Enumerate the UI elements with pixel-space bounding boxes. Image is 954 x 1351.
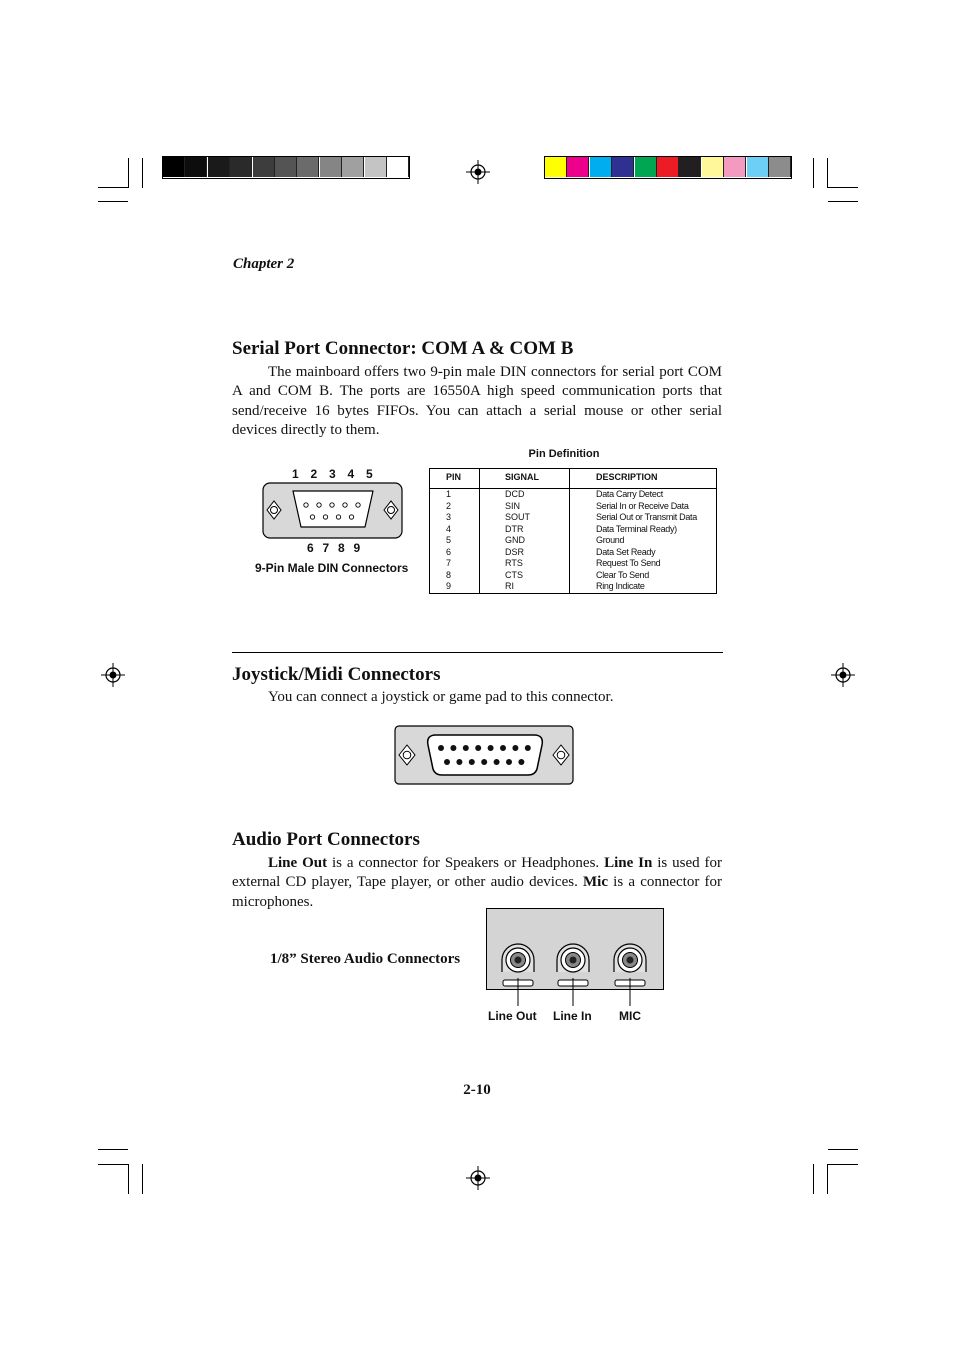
- pin-number: 9: [353, 541, 361, 555]
- color-swatch: [275, 157, 297, 177]
- color-swatch: [387, 157, 409, 177]
- section-divider: [232, 652, 723, 653]
- db9-pin: [304, 503, 308, 507]
- table-cell: Clear To Send: [596, 569, 649, 580]
- mic-term: Mic: [583, 874, 608, 891]
- table-cell: Ring Indicate: [596, 581, 645, 591]
- pin-definition-table: [429, 468, 717, 594]
- table-cell: 2: [446, 500, 452, 511]
- color-swatch: [185, 157, 207, 177]
- description-column: [596, 489, 697, 593]
- table-cell: Serial Out or Transmit Data: [596, 512, 697, 522]
- table-cell: 7: [446, 558, 452, 568]
- db9-pin: [356, 503, 360, 507]
- db15-pin: [475, 745, 481, 751]
- table-cell: Request To Send: [596, 558, 661, 568]
- db15-pin: [438, 745, 444, 751]
- pin-number: 1: [292, 467, 299, 481]
- db15-pin: [450, 745, 456, 751]
- pin-number: 5: [366, 467, 373, 481]
- db9-connector-label: 9-Pin Male DIN Connectors: [255, 561, 409, 575]
- table-cell: 1: [446, 489, 452, 499]
- table-cell: 6: [446, 546, 452, 557]
- table-cell: Serial In or Receive Data: [596, 500, 689, 511]
- table-cell: Data Carry Detect: [596, 489, 663, 499]
- joystick-db15-connector-diagram: [394, 725, 574, 785]
- db15-pin: [463, 745, 469, 751]
- db15-pin: [525, 745, 531, 751]
- pin-number: 3: [329, 467, 336, 481]
- table-cell: 9: [446, 581, 452, 591]
- serial-section-title: Serial Port Connector: COM A & COM B: [232, 338, 574, 359]
- pin-definition-title: Pin Definition: [528, 448, 600, 460]
- audio-section-title: Audio Port Connectors: [232, 829, 420, 850]
- db9-pin: [323, 515, 327, 519]
- chapter-header: Chapter 2: [233, 256, 295, 272]
- db15-pin: [456, 759, 462, 765]
- db15-pin: [469, 759, 475, 765]
- pin-column: [446, 489, 451, 593]
- table-cell: RI: [505, 581, 514, 591]
- pin-number: 6: [307, 541, 314, 555]
- mic-label: MIC: [619, 1009, 641, 1023]
- table-cell: DSR: [505, 546, 525, 557]
- color-swatch: [702, 157, 724, 177]
- registration-mark-icon: [101, 663, 125, 687]
- color-swatch: [320, 157, 342, 177]
- table-cell: 3: [446, 512, 452, 522]
- table-cell: 8: [446, 569, 452, 580]
- color-swatch: [567, 157, 589, 177]
- serial-description-text: The mainboard offers two 9-pin male DIN connectors for serial port COM A and COM B. The ports are 16550A high speed communication ports that send/receive 16 bytes FIFOs. You can attach a serial mouse or other serial devices directly to them.: [232, 364, 722, 438]
- table-cell: Data Terminal Ready): [596, 523, 677, 534]
- db9-pin: [343, 503, 347, 507]
- pin-number: 8: [338, 541, 345, 555]
- pin-number: 7: [322, 541, 330, 555]
- table-cell: DCD: [505, 489, 525, 499]
- table-cell: SOUT: [505, 512, 531, 522]
- header-description: DESCRIPTION: [596, 472, 658, 482]
- db15-pin: [494, 759, 500, 765]
- line-in-label: Line In: [553, 1009, 592, 1023]
- color-swatch: [657, 157, 679, 177]
- color-swatch: [365, 157, 387, 177]
- db15-pin: [518, 759, 524, 765]
- table-cell: SIN: [505, 500, 521, 511]
- db15-pin: [444, 759, 450, 765]
- db15-pin: [481, 759, 487, 765]
- db15-pin: [506, 759, 512, 765]
- joystick-section-title: Joystick/Midi Connectors: [232, 664, 441, 685]
- color-swatch: [724, 157, 746, 177]
- db15-pin: [512, 745, 518, 751]
- serial-description: [232, 363, 722, 440]
- db9-connector-diagram: [262, 482, 404, 539]
- registration-mark-icon: [831, 663, 855, 687]
- table-cell: 4: [446, 523, 452, 534]
- table-cell: CTS: [505, 569, 523, 580]
- color-swatch: [208, 157, 230, 177]
- color-swatch: [635, 157, 657, 177]
- pin-number: 4: [347, 467, 355, 481]
- color-swatch: [769, 157, 791, 177]
- db9-pin: [310, 515, 314, 519]
- color-swatch: [342, 157, 364, 177]
- line-out-term: Line Out: [268, 855, 328, 871]
- header-pin: PIN: [446, 472, 462, 482]
- line-in-term: Line In: [604, 855, 653, 871]
- color-swatch: [253, 157, 275, 177]
- pin-number: 2: [310, 467, 318, 481]
- color-swatch: [612, 157, 634, 177]
- db15-pin: [488, 745, 494, 751]
- line-out-label: Line Out: [488, 1009, 537, 1023]
- page-number: 2-10: [463, 1082, 491, 1098]
- table-cell: GND: [505, 535, 525, 545]
- audio-jacks-diagram: [486, 908, 664, 1008]
- db15-pin: [500, 745, 506, 751]
- db9-pin: [330, 503, 334, 507]
- table-cell: 5: [446, 535, 452, 545]
- table-cell: DTR: [505, 523, 524, 534]
- color-swatch: [590, 157, 612, 177]
- color-swatch: [163, 157, 185, 177]
- db9-pin: [336, 515, 340, 519]
- color-swatch: [747, 157, 769, 177]
- table-cell: RTS: [505, 558, 523, 568]
- signal-column: [505, 489, 530, 593]
- color-swatch: [545, 157, 567, 177]
- color-swatch: [297, 157, 319, 177]
- registration-mark-icon: [466, 1166, 490, 1190]
- joystick-description: You can connect a joystick or game pad to this connector.: [268, 689, 614, 705]
- table-cell: Data Set Ready: [596, 546, 656, 557]
- registration-mark-icon: [466, 160, 490, 184]
- audio-description: Line Out is a connector for Speakers or Headphones. Line In is used for external CD player, Tape player, or other audio devices. Mic is a connector for microphones.: [232, 855, 722, 910]
- table-cell: Ground: [596, 535, 625, 545]
- audio-connectors-caption: 1/8” Stereo Audio Connectors: [270, 951, 461, 967]
- header-signal: SIGNAL: [505, 472, 540, 482]
- color-swatch: [679, 157, 701, 177]
- table-header-row: [430, 469, 716, 489]
- db9-pin: [349, 515, 353, 519]
- db9-pin: [317, 503, 321, 507]
- color-swatch: [230, 157, 252, 177]
